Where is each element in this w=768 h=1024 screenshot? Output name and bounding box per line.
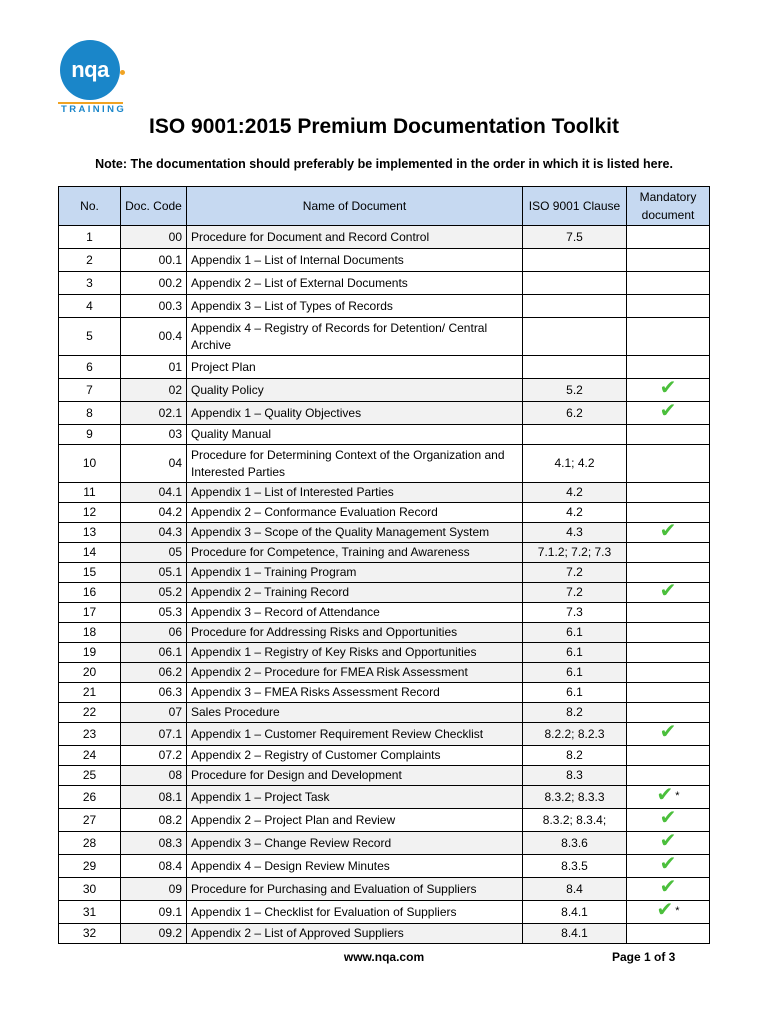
row-clause	[523, 425, 627, 445]
checkmark-icon: ✔	[656, 899, 674, 921]
row-doc-code: 05.1	[121, 563, 187, 583]
row-doc-code: 08.1	[121, 786, 187, 809]
checkmark-icon: ✔	[659, 830, 677, 852]
asterisk-note: *	[675, 790, 680, 802]
row-number: 10	[59, 445, 121, 483]
row-document-name: Appendix 4 – Registry of Records for Detention/ Central Archive	[187, 318, 523, 356]
row-number: 7	[59, 379, 121, 402]
row-mandatory	[627, 623, 710, 643]
row-doc-code: 09	[121, 878, 187, 901]
table-row	[59, 809, 710, 832]
row-doc-code: 02	[121, 379, 187, 402]
row-mandatory	[627, 924, 710, 944]
logo-dot	[120, 70, 125, 75]
table-row	[59, 643, 710, 663]
row-document-name: Appendix 2 – Procedure for FMEA Risk Assessment	[187, 663, 523, 683]
table-row	[59, 703, 710, 723]
table-row	[59, 878, 710, 901]
row-doc-code: 01	[121, 356, 187, 379]
row-doc-code: 09.2	[121, 924, 187, 944]
row-doc-code: 00.1	[121, 249, 187, 272]
table-row	[59, 318, 710, 356]
table-row	[59, 924, 710, 944]
row-number: 25	[59, 766, 121, 786]
row-clause: 7.5	[523, 226, 627, 249]
checkmark-icon: ✔	[659, 721, 677, 743]
row-clause: 4.2	[523, 483, 627, 503]
row-clause: 8.4.1	[523, 924, 627, 944]
table-row	[59, 723, 710, 746]
table-row	[59, 523, 710, 543]
table-row	[59, 563, 710, 583]
row-clause: 7.2	[523, 563, 627, 583]
row-clause	[523, 249, 627, 272]
checkmark-icon: ✔	[659, 807, 677, 829]
row-document-name: Appendix 1 – Checklist for Evaluation of Suppliers	[187, 901, 523, 924]
row-doc-code: 04	[121, 445, 187, 483]
checkmark-icon: ✔	[659, 519, 677, 542]
row-clause	[523, 272, 627, 295]
row-clause: 8.2	[523, 746, 627, 766]
row-clause: 4.3	[523, 523, 627, 543]
row-document-name: Appendix 2 – Registry of Customer Complaints	[187, 746, 523, 766]
table-row	[59, 746, 710, 766]
row-mandatory	[627, 878, 710, 901]
row-doc-code: 00.2	[121, 272, 187, 295]
table-row	[59, 226, 710, 249]
checkmark-icon: ✔	[659, 377, 677, 399]
row-document-name: Appendix 1 – Quality Objectives	[187, 402, 523, 425]
row-number: 4	[59, 295, 121, 318]
row-mandatory	[627, 579, 710, 603]
table-row	[59, 855, 710, 878]
row-mandatory	[627, 746, 710, 766]
row-mandatory	[627, 723, 710, 746]
row-mandatory	[627, 683, 710, 703]
row-doc-code: 00	[121, 226, 187, 249]
row-clause: 6.1	[523, 683, 627, 703]
row-document-name: Appendix 1 – Customer Requirement Review Checklist	[187, 723, 523, 746]
row-document-name: Sales Procedure	[187, 703, 523, 723]
row-number: 18	[59, 623, 121, 643]
row-clause	[523, 356, 627, 379]
row-number: 9	[59, 425, 121, 445]
row-mandatory	[627, 855, 710, 878]
row-mandatory	[627, 832, 710, 855]
row-number: 2	[59, 249, 121, 272]
row-doc-code: 09.1	[121, 901, 187, 924]
header-clause: ISO 9001 Clause	[523, 187, 627, 226]
row-number: 11	[59, 483, 121, 503]
row-doc-code: 07	[121, 703, 187, 723]
row-mandatory	[627, 901, 710, 924]
row-doc-code: 06.3	[121, 683, 187, 703]
row-doc-code: 05.3	[121, 603, 187, 623]
document-title: ISO 9001:2015 Premium Documentation Toolkit	[149, 115, 619, 138]
table-row	[59, 786, 710, 809]
header-name: Name of Document	[187, 187, 523, 226]
row-mandatory	[627, 402, 710, 425]
row-clause: 8.2.2; 8.2.3	[523, 723, 627, 746]
row-document-name: Appendix 3 – List of Types of Records	[187, 295, 523, 318]
row-mandatory	[627, 249, 710, 272]
row-number: 28	[59, 832, 121, 855]
row-mandatory	[627, 318, 710, 356]
row-number: 19	[59, 643, 121, 663]
row-doc-code: 04.2	[121, 503, 187, 523]
row-document-name: Appendix 1 – List of Interested Parties	[187, 483, 523, 503]
header-code: Doc. Code	[121, 187, 187, 226]
row-mandatory	[627, 272, 710, 295]
row-document-name: Appendix 3 – Change Review Record	[187, 832, 523, 855]
row-mandatory	[627, 226, 710, 249]
row-number: 6	[59, 356, 121, 379]
table-row	[59, 379, 710, 402]
row-clause: 8.4	[523, 878, 627, 901]
row-document-name: Appendix 3 – Record of Attendance	[187, 603, 523, 623]
table-row	[59, 543, 710, 563]
table-row	[59, 425, 710, 445]
row-clause: 4.1; 4.2	[523, 445, 627, 483]
row-document-name: Appendix 2 – List of External Documents	[187, 272, 523, 295]
row-document-name: Appendix 1 – Registry of Key Risks and Opportunities	[187, 643, 523, 663]
row-mandatory	[627, 766, 710, 786]
row-mandatory	[627, 603, 710, 623]
row-number: 30	[59, 878, 121, 901]
checkmark-icon: ✔	[656, 784, 674, 806]
row-number: 24	[59, 746, 121, 766]
row-document-name: Procedure for Purchasing and Evaluation of Suppliers	[187, 878, 523, 901]
row-clause: 6.1	[523, 663, 627, 683]
row-number: 26	[59, 786, 121, 809]
row-number: 1	[59, 226, 121, 249]
row-clause: 8.4.1	[523, 901, 627, 924]
row-clause: 5.2	[523, 379, 627, 402]
row-number: 16	[59, 583, 121, 603]
row-doc-code: 00.3	[121, 295, 187, 318]
footer-url: www.nqa.com	[343, 950, 425, 964]
row-mandatory	[627, 519, 710, 543]
row-doc-code: 07.2	[121, 746, 187, 766]
row-number: 3	[59, 272, 121, 295]
row-mandatory	[627, 703, 710, 723]
row-document-name: Procedure for Competence, Training and Awareness	[187, 543, 523, 563]
table-row	[59, 623, 710, 643]
row-number: 23	[59, 723, 121, 746]
row-doc-code: 02.1	[121, 402, 187, 425]
row-clause: 8.3.2; 8.3.3	[523, 786, 627, 809]
table-row	[59, 901, 710, 924]
row-clause: 6.1	[523, 623, 627, 643]
table-row	[59, 402, 710, 425]
row-clause: 8.3	[523, 766, 627, 786]
row-number: 21	[59, 683, 121, 703]
row-clause: 6.1	[523, 643, 627, 663]
row-clause: 4.2	[523, 503, 627, 523]
row-document-name: Appendix 3 – FMEA Risks Assessment Record	[187, 683, 523, 703]
row-mandatory	[627, 663, 710, 683]
row-doc-code: 06	[121, 623, 187, 643]
row-clause	[523, 318, 627, 356]
row-mandatory	[627, 483, 710, 503]
row-mandatory	[627, 543, 710, 563]
table-row	[59, 603, 710, 623]
table-row	[59, 272, 710, 295]
row-doc-code: 08.4	[121, 855, 187, 878]
row-document-name: Procedure for Determining Context of the Organization and Interested Parties	[187, 445, 523, 483]
table-row	[59, 832, 710, 855]
row-document-name: Procedure for Design and Development	[187, 766, 523, 786]
row-clause: 7.3	[523, 603, 627, 623]
row-doc-code: 05.2	[121, 583, 187, 603]
row-document-name: Quality Manual	[187, 425, 523, 445]
row-mandatory	[627, 809, 710, 832]
table-header-row	[59, 187, 710, 226]
row-number: 15	[59, 563, 121, 583]
row-mandatory	[627, 379, 710, 402]
row-doc-code: 06.1	[121, 643, 187, 663]
document-table	[58, 186, 710, 944]
row-doc-code: 03	[121, 425, 187, 445]
row-document-name: Procedure for Addressing Risks and Opportunities	[187, 623, 523, 643]
header-mandatory: Mandatory document	[627, 187, 710, 226]
row-doc-code: 00.4	[121, 318, 187, 356]
row-document-name: Appendix 3 – Scope of the Quality Management System	[187, 523, 523, 543]
row-document-name: Quality Policy	[187, 379, 523, 402]
row-number: 12	[59, 503, 121, 523]
page-number: Page 1 of 3	[612, 950, 676, 964]
row-doc-code: 04.1	[121, 483, 187, 503]
table-row	[59, 445, 710, 483]
document-note: Note: The documentation should preferably be implemented in the order in which it is listed here.	[95, 157, 673, 171]
row-number: 32	[59, 924, 121, 944]
row-mandatory	[627, 786, 710, 809]
row-clause: 8.3.6	[523, 832, 627, 855]
row-number: 8	[59, 402, 121, 425]
row-document-name: Appendix 2 – Training Record	[187, 583, 523, 603]
row-doc-code: 08	[121, 766, 187, 786]
nqa-logo	[58, 40, 128, 115]
row-document-name: Appendix 4 – Design Review Minutes	[187, 855, 523, 878]
row-number: 14	[59, 543, 121, 563]
row-document-name: Appendix 2 – Conformance Evaluation Record	[187, 503, 523, 523]
row-doc-code: 08.2	[121, 809, 187, 832]
row-clause: 8.2	[523, 703, 627, 723]
row-number: 31	[59, 901, 121, 924]
row-clause	[523, 295, 627, 318]
row-document-name: Appendix 2 – List of Approved Suppliers	[187, 924, 523, 944]
table-row	[59, 663, 710, 683]
row-number: 13	[59, 523, 121, 543]
row-clause: 8.3.2; 8.3.4;	[523, 809, 627, 832]
row-number: 29	[59, 855, 121, 878]
row-mandatory	[627, 356, 710, 379]
asterisk-note: *	[675, 905, 680, 917]
row-number: 17	[59, 603, 121, 623]
checkmark-icon: ✔	[659, 400, 677, 422]
table-row	[59, 356, 710, 379]
row-doc-code: 07.1	[121, 723, 187, 746]
table-row	[59, 483, 710, 503]
table-row	[59, 683, 710, 703]
row-mandatory	[627, 445, 710, 483]
checkmark-icon: ✔	[659, 579, 677, 602]
row-number: 27	[59, 809, 121, 832]
row-document-name: Appendix 1 – Training Program	[187, 563, 523, 583]
row-doc-code: 06.2	[121, 663, 187, 683]
table-row	[59, 583, 710, 603]
row-number: 20	[59, 663, 121, 683]
row-clause: 8.3.5	[523, 855, 627, 878]
checkmark-icon: ✔	[659, 876, 677, 898]
row-clause: 7.2	[523, 583, 627, 603]
row-number: 22	[59, 703, 121, 723]
table-row	[59, 249, 710, 272]
row-document-name: Appendix 1 – List of Internal Documents	[187, 249, 523, 272]
row-doc-code: 04.3	[121, 523, 187, 543]
row-document-name: Procedure for Document and Record Control	[187, 226, 523, 249]
logo-brand: nqa	[60, 40, 120, 100]
row-clause: 6.2	[523, 402, 627, 425]
table-row	[59, 503, 710, 523]
header-no: No.	[59, 187, 121, 226]
row-document-name: Project Plan	[187, 356, 523, 379]
checkmark-icon: ✔	[659, 853, 677, 875]
row-mandatory	[627, 425, 710, 445]
row-document-name: Appendix 1 – Project Task	[187, 786, 523, 809]
row-mandatory	[627, 643, 710, 663]
row-mandatory	[627, 295, 710, 318]
table-row	[59, 295, 710, 318]
row-doc-code: 08.3	[121, 832, 187, 855]
row-document-name: Appendix 2 – Project Plan and Review	[187, 809, 523, 832]
row-number: 5	[59, 318, 121, 356]
row-clause: 7.1.2; 7.2; 7.3	[523, 543, 627, 563]
row-doc-code: 05	[121, 543, 187, 563]
table-row	[59, 766, 710, 786]
logo-subtitle: TRAINING	[61, 104, 127, 115]
